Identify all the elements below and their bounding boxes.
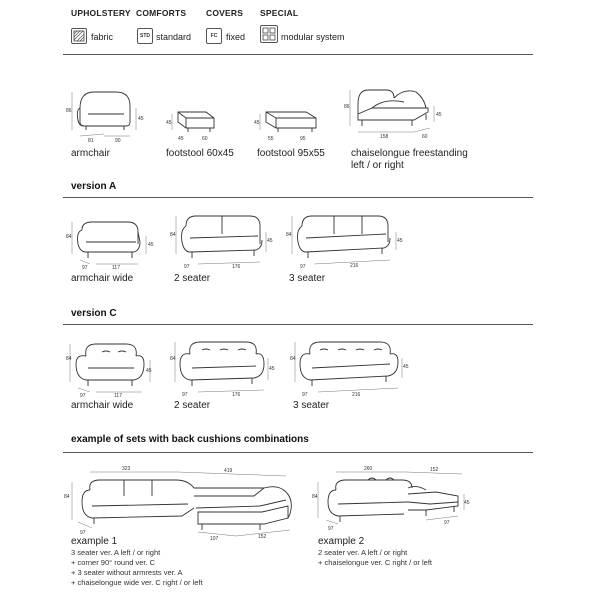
divider-version-c bbox=[63, 324, 533, 325]
chaise-caption-1: chaiselongue freestanding bbox=[351, 148, 468, 159]
example-1-dim-height: 84 bbox=[64, 494, 70, 500]
example-1-drawing bbox=[64, 462, 296, 542]
armchair-seat: 45 bbox=[138, 116, 144, 122]
example-2-drawing bbox=[312, 462, 470, 532]
version-c-2seater-drawing bbox=[170, 336, 274, 398]
examples-title: example of sets with back cushions combinations bbox=[71, 434, 309, 445]
modular-icon bbox=[260, 25, 278, 43]
version-c-3seater-depth: 97 bbox=[302, 392, 308, 398]
armchair-caption: armchair bbox=[71, 148, 110, 159]
example-2-dim-seat: 45 bbox=[464, 500, 470, 506]
comforts-header: COMFORTS bbox=[136, 8, 187, 18]
version-c-3seater-seat: 45 bbox=[403, 364, 409, 370]
example-2-dim-top-right: 152 bbox=[430, 467, 439, 473]
footstool-large-width: 95 bbox=[300, 136, 306, 142]
version-a-armchair-depth: 97 bbox=[82, 265, 88, 271]
chaise-height: 86 bbox=[344, 104, 350, 110]
version-c-armchair-drawing bbox=[66, 338, 156, 398]
covers-header: COVERS bbox=[206, 8, 244, 18]
version-c-2seater-depth: 97 bbox=[182, 392, 188, 398]
footstool-large-height: 45 bbox=[254, 120, 260, 126]
special-header: SPECIAL bbox=[260, 8, 299, 18]
version-a-3seater-caption: 3 seater bbox=[289, 273, 326, 284]
footstool-large-depth: 55 bbox=[268, 136, 274, 142]
version-a-2seater-drawing bbox=[170, 210, 274, 270]
footstool-small-height: 45 bbox=[166, 120, 172, 126]
divider-version-a bbox=[63, 197, 533, 198]
example-1-line-2: + corner 90° round ver. C bbox=[71, 558, 156, 567]
version-c-armchair-seat: 45 bbox=[146, 368, 152, 374]
chaise-depth: 60 bbox=[422, 134, 428, 140]
fixed-cover-icon: FC bbox=[206, 28, 222, 44]
version-c-armchair-height: 84 bbox=[66, 356, 72, 362]
armchair-drawing bbox=[66, 86, 150, 144]
example-1-dim-depth: 97 bbox=[80, 530, 86, 536]
version-a-2seater-seat: 45 bbox=[267, 238, 273, 244]
version-a-armchair-height: 84 bbox=[66, 234, 72, 240]
chaiselongue-drawing bbox=[344, 84, 448, 144]
version-c-3seater-height: 84 bbox=[290, 356, 296, 362]
version-a-3seater-drawing bbox=[286, 210, 406, 270]
armchair-width: 90 bbox=[115, 138, 121, 144]
version-c-3seater-drawing bbox=[290, 336, 410, 398]
example-1-dim-b2: 152 bbox=[258, 534, 267, 540]
version-c-armchair-width: 117 bbox=[114, 393, 122, 399]
example-2-dim-b: 97 bbox=[444, 520, 450, 526]
version-c-armchair-depth: 97 bbox=[80, 393, 86, 399]
example-2-dim-height: 84 bbox=[312, 494, 318, 500]
version-a-3seater-depth: 97 bbox=[300, 264, 306, 270]
footstool-small-depth: 45 bbox=[178, 136, 184, 142]
version-a-3seater-seat: 45 bbox=[397, 238, 403, 244]
armchair-depth: 81 bbox=[88, 138, 94, 144]
version-a-3seater-width: 216 bbox=[350, 263, 359, 269]
standard-label: standard bbox=[156, 32, 192, 42]
version-c-2seater-seat: 45 bbox=[269, 366, 275, 372]
example-1-line-3: + 3 seater without armrests ver. A bbox=[71, 568, 183, 577]
modular-label: modular system bbox=[281, 32, 345, 42]
version-c-title: version C bbox=[71, 308, 117, 319]
example-1-title: example 1 bbox=[71, 536, 118, 547]
example-2-line-1: 2 seater ver. A left / or right bbox=[318, 548, 408, 557]
version-c-2seater-width: 176 bbox=[232, 392, 241, 398]
version-a-armchair-caption: armchair wide bbox=[71, 273, 134, 284]
fixed-label: fixed bbox=[226, 32, 246, 42]
example-1-dim-top-left: 323 bbox=[122, 466, 131, 472]
version-c-2seater-height: 84 bbox=[170, 356, 176, 362]
version-c-armchair-caption: armchair wide bbox=[71, 400, 134, 411]
example-1-dim-b1: 107 bbox=[210, 536, 219, 542]
version-a-3seater-height: 84 bbox=[286, 232, 292, 238]
divider-top bbox=[63, 54, 533, 55]
footstool-small-width: 60 bbox=[202, 136, 208, 142]
version-c-2seater-caption: 2 seater bbox=[174, 400, 211, 411]
footstool-large-drawing bbox=[254, 104, 324, 144]
footstool-small-drawing bbox=[166, 104, 226, 144]
footstool-large-caption: footstool 95x55 bbox=[257, 148, 325, 159]
version-a-title: version A bbox=[71, 181, 117, 192]
example-1-line-4: + chaiselongue wide ver. C right / or left bbox=[71, 578, 203, 587]
version-a-armchair-seat: 45 bbox=[148, 242, 154, 248]
example-2-dim-top-left: 260 bbox=[364, 466, 373, 472]
example-2-dim-depth: 97 bbox=[328, 526, 334, 532]
footstool-small-caption: footstool 60x45 bbox=[166, 148, 234, 159]
version-c-3seater-caption: 3 seater bbox=[293, 400, 330, 411]
divider-examples bbox=[63, 452, 533, 453]
version-c-3seater-width: 216 bbox=[352, 392, 361, 398]
version-a-2seater-depth: 97 bbox=[184, 264, 190, 270]
fabric-label: fabric bbox=[91, 32, 114, 42]
example-1-dim-top-right: 419 bbox=[224, 468, 233, 474]
chaise-width: 158 bbox=[380, 134, 389, 140]
example-1-line-1: 3 seater ver. A left / or right bbox=[71, 548, 161, 557]
version-a-armchair-drawing bbox=[66, 214, 156, 270]
chaise-seat: 45 bbox=[436, 112, 442, 118]
standard-comfort-icon: STD bbox=[137, 28, 153, 44]
chaise-caption-2: left / or right bbox=[351, 160, 404, 171]
example-2-line-2: + chaiselongue ver. C right / or left bbox=[318, 558, 433, 567]
upholstery-header: UPHOLSTERY bbox=[71, 8, 131, 18]
version-a-armchair-width: 117 bbox=[112, 265, 120, 271]
fabric-icon bbox=[71, 28, 87, 44]
example-2-title: example 2 bbox=[318, 536, 365, 547]
armchair-height: 86 bbox=[66, 108, 72, 114]
version-a-2seater-width: 176 bbox=[232, 264, 241, 270]
version-a-2seater-height: 84 bbox=[170, 232, 176, 238]
version-a-2seater-caption: 2 seater bbox=[174, 273, 211, 284]
